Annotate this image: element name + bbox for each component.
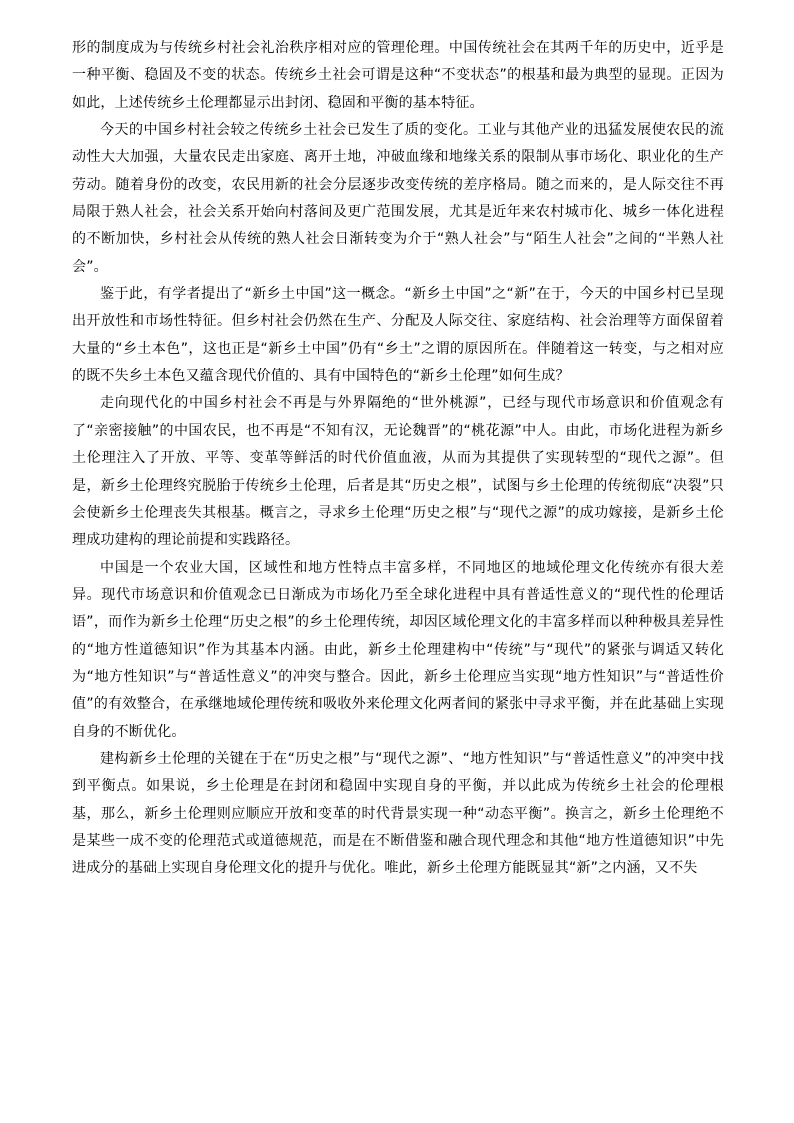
paragraph-1: 形的制度成为与传统乡村社会礼治秩序相对应的管理伦理。中国传统社会在其两千年的历史中，近乎是一种平衡、稳固及不变的状态。传统乡土社会可谓是这种“不变状态”的根基和最为典型的显现。正因为如此，上述传统乡土伦理都显示出封闭、稳固和平衡的基本特征。 (72, 40, 724, 111)
paragraph-3: 鉴于此，有学者提出了“新乡土中国”这一概念。“新乡土中国”之“新”在于，今天的中国乡村已呈现出开放性和市场性特征。但乡村社会仍然在生产、分配及人际交往、家庭结构、社会治理等方面保留着大量的“乡土本色”，这也正是“新乡土中国”仍有“乡土”之谓的原因所在。伴随着这一转变，与之相对应的既不失乡土本色又蕴含现代价值的、具有中国特色的“新乡土伦理”如何生成？ (72, 286, 724, 385)
paragraph-5: 中国是一个农业大国，区域性和地方性特点丰富多样，不同地区的地域伦理文化传统亦有很大差异。现代市场意识和价值观念已日渐成为市场化乃至全球化进程中具有普适性意义的“现代性的伦理话语”，而作为新乡土伦理“历史之根”的乡土伦理传统，却因区域伦理文化的丰富多样而以种种极具差异性的“地方性道德知识”作为其基本内涵。由此，新乡土伦理建构中“传统”与“现代”的紧张与调适又转化为“地方性知识”与“普适性意义”的冲突与整合。因此，新乡土伦理应当实现“地方性知识”与“普适性价值”的有效整合，在承继地域伦理传统和吸收外来伦理文化两者间的紧张中寻求平衡，并在此基础上实现自身的不断优化。 (72, 559, 724, 740)
paragraph-2: 今天的中国乡村社会较之传统乡土社会已发生了质的变化。工业与其他产业的迅猛发展使农民的流动性大大加强，大量农民走出家庭、离开土地，冲破血缘和地缘关系的限制从事市场化、职业化的生产劳动。随着身份的改变，农民用新的社会分层逐步改变传统的差序格局。随之而来的，是人际交往不再局限于熟人社会，社会关系开始向村落间及更广范围发展，尤其是近年来农村城市化、城乡一体化进程的不断加快，乡村社会从传统的熟人社会日渐转变为介于“熟人社会”与“陌生人社会”之间的“半熟人社会”。 (72, 122, 724, 275)
document-page (72, 35, 724, 883)
paragraph-4: 走向现代化的中国乡村社会不再是与外界隔绝的“世外桃源”，已经与现代市场意识和价值观念有了“亲密接触”的中国农民，也不再是“不知有汉，无论魏晋”的“桃花源”中人。由此，市场化进程为新乡土伦理注入了开放、平等、变革等鲜活的时代价值血液，从而为其提供了实现转型的“现代之源”。但是，新乡土伦理终究脱胎于传统乡土伦理，后者是其“历史之根”，试图与乡土伦理的传统彻底“决裂”只会使新乡土伦理丧失其根基。概言之，寻求乡土伦理“历史之根”与“现代之源”的成功嫁接，是新乡土伦理成功建构的理论前提和实践路径。 (72, 395, 724, 549)
paragraph-6: 建构新乡土伦理的关键在于在“历史之根”与“现代之源”、“地方性知识”与“普适性意义”的冲突中找到平衡点。如果说，乡土伦理是在封闭和稳固中实现自身的平衡，并以此成为传统乡土社会的伦理根基，那么，新乡土伦理则应顺应开放和变革的时代背景实现一种“动态平衡”。换言之，新乡土伦理绝不是某些一成不变的伦理范式或道德规范，而是在不断借鉴和融合现代理念和其他“地方性道德知识”中先进成分的基础上实现自身伦理文化的提升与优化。唯此，新乡土伦理方能既显其“新”之内涵，又不失 (72, 750, 724, 877)
